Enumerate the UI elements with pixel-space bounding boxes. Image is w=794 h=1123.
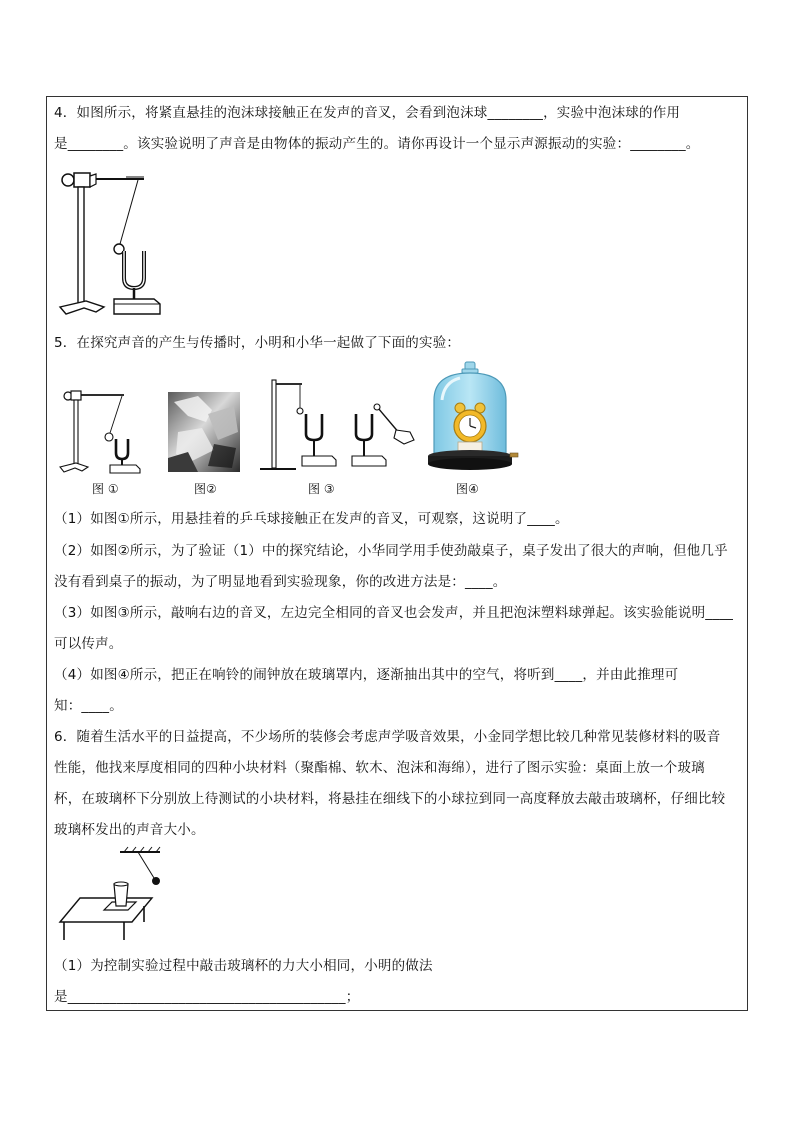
q5-part-1: （1）如图①所示，用悬挂着的乒乓球接触正在发声的音叉，可观察，这说明了____。 (54, 511, 569, 527)
figure-1-tuning-fork-ball (58, 385, 148, 473)
figure-4-caption: 图④ (456, 482, 479, 496)
q6-line-1: 6．随着生活水平的日益提高，不少场所的装修会考虑声学吸音效果，小金同学想比较几种常见装修材料的吸音 (54, 729, 721, 745)
q5-part-3-line-1: （3）如图③所示，敲响右边的音叉，左边完全相同的音叉也会发声，并且把泡沫塑料球弹起。该实验能说明____ (54, 605, 734, 621)
q6-sub-1-line-2: 是________________________________________； (54, 989, 360, 1005)
figure-2-hand-table-photo (168, 392, 240, 472)
figure-4-bell-jar-clock (424, 360, 520, 476)
q5-part-4-line-2: 知：____。 (54, 698, 123, 714)
q4-tuning-fork-figure (56, 166, 166, 318)
figure-1-caption: 图 ① (92, 482, 119, 496)
q5-part-4-line-1: （4）如图④所示，把正在响铃的闹钟放在玻璃罩内，逐渐抽出其中的空气，将听到____，并由此推理可 (54, 667, 679, 683)
q5-part-2-line-2: 没有看到桌子的振动，为了明显地看到实验现象，你的改进方法是：____。 (54, 574, 507, 590)
figure-2-caption: 图② (194, 482, 217, 496)
q5-part-2-line-1: （2）如图②所示，为了验证（1）中的探究结论，小华同学用手使劲敲桌子，桌子发出了很大的声响，但他几乎 (54, 543, 728, 559)
q4-line-1: 4．如图所示，将紧直悬挂的泡沫球接触正在发声的音叉，会看到泡沫球________，实验中泡沫球的作用 (54, 105, 681, 121)
q6-glass-pendulum-figure (56, 846, 176, 942)
q4-line-2: 是________。该实验说明了声音是由物体的振动产生的。请你再设计一个显示声源振动的实验：________。 (54, 136, 700, 152)
q6-sub-1-line-1: （1）为控制实验过程中敲击玻璃杯的力大小相同，小明的做法 (54, 958, 433, 974)
q6-line-2: 性能，他找来厚度相同的四种小块材料（聚酯棉、软木、泡沫和海绵），进行了图示实验：桌面上放一个玻璃 (54, 760, 705, 776)
q6-line-3: 杯，在玻璃杯下分别放上待测试的小块材料，将悬挂在细线下的小球拉到同一高度释放去敲击玻璃杯，仔细比较 (54, 791, 726, 807)
figure-3-two-tuning-forks (258, 378, 418, 474)
q5-intro: 5．在探究声音的产生与传播时，小明和小华一起做了下面的实验： (54, 335, 461, 351)
q5-part-3-line-2: 可以传声。 (54, 636, 123, 652)
figure-3-caption: 图 ③ (308, 482, 335, 496)
q6-line-4: 玻璃杯发出的声音大小。 (54, 822, 205, 838)
